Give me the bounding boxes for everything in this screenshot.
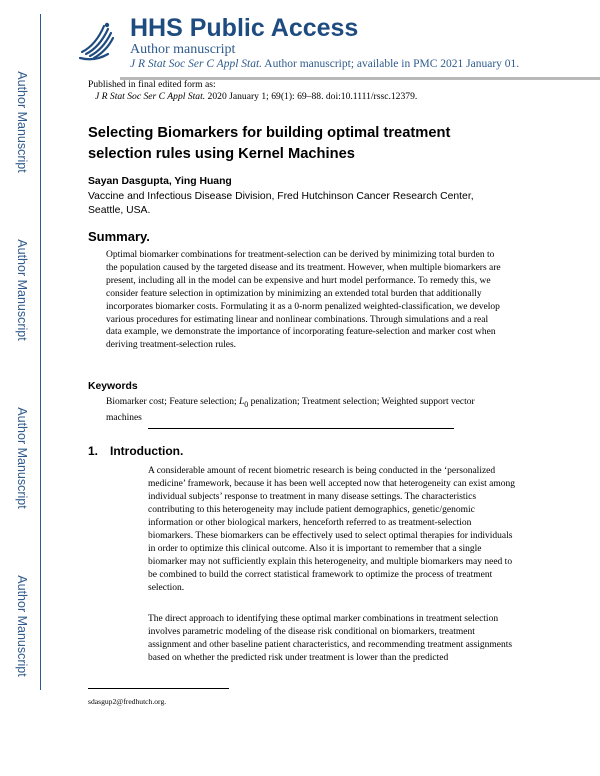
sidebar-label: Author Manuscript [15,407,29,509]
published-label: Published in final edited form as: [88,79,216,90]
l0-subscript: 0 [244,399,249,409]
summary-text: Optimal biomarker combinations for treatment-selection can be derived by minimizing total burden to the population caused by the targeted disease and its treatment. However, when multiple biomarkers are present, including all in the model can be expensive and hurt model performance. To remedy this, we consider feature selection in optimization by minimizing an extended total burden that additionally incorporates biomarker costs. Formulating it as a 0-norm penalized weighted-classification, we develop various procedures for estimating linear and nonlinear combinations. Through simulations and a real data example, we demonstrate the importance of incorporating feature-selection and marker cost when deriving treatment-selection rules. [106,250,501,351]
hhs-title: HHS Public Access [130,14,359,42]
sidebar-label: Author Manuscript [15,575,29,677]
article-authors: Sayan Dasgupta, Ying Huang [88,176,232,187]
sidebar-label: Author Manuscript [15,239,29,341]
sidebar-rule [40,14,41,690]
summary-heading: Summary. [88,229,150,244]
article-title: Selecting Biomarkers for building optimal treatment selection rules using Kernel Machines [88,125,451,162]
introduction-heading [88,444,183,458]
keywords-list: Biomarker cost; Feature selection; $L_0$ penalization; Treatment selection; Weighted support vector machines [106,397,475,423]
sidebar-label: Author Manuscript [15,71,29,173]
intro-paragraph-1: A considerable amount of recent biometric research is being conducted in the ‘personalized medicine’ framework, because it has been well accepted now that heterogeneity can exist among individual subjects’ response to treatment in many disease settings. The characteristics contributing to this heterogeneity may include patient demographics, genetic/genomic information or other biological markers, henceforth referred to as treatment-selection biomarkers. These biomarkers can be effectively used to select optimal therapies for individuals in order to optimize this clinical outcome. Also it is important to remember that a single biomarker may not sufficiently explain this heterogeneity, and multiple biomarkers may need to be combined to build the correct statistical framework to optimize the process of treatment selection. [148,466,516,593]
keywords-heading: Keywords [88,381,138,392]
intro-paragraph-2: The direct approach to identifying these optimal marker combinations in treatment selection involves parametric modeling of the disease risk conditional on biomarkers, treatment assignment and other baseline patient characteristics, and recommending treatment assignments based on whether the predicted risk under treatment is lower than the predicted [148,614,513,663]
manuscript-citation [130,58,519,70]
footnote-divider [88,688,229,689]
published-journal: J R Stat Soc Ser C Appl Stat. [95,91,206,102]
keywords-divider [148,428,454,429]
published-details: 2020 January 1; 69(1): 69–88. doi:10.1111/rssc.12379. [205,91,418,102]
manuscript-label: Author manuscript [130,42,236,57]
citation-journal: J R Stat Soc Ser C Appl Stat. [130,58,263,70]
citation-availability: Author manuscript; available in PMC 2021 January 01. [262,58,520,70]
section-title: Introduction. [110,444,184,458]
section-number: 1. [88,444,99,458]
l0-symbol: L [238,397,245,407]
footnote-email: sdasgup2@fredhutch.org. [88,697,167,706]
author-affiliation: Vaccine and Infectious Disease Division, Fred Hutchinson Cancer Research Center, Seattle, USA. [88,191,474,216]
hhs-logo-icon [74,18,120,64]
published-citation [95,91,417,102]
